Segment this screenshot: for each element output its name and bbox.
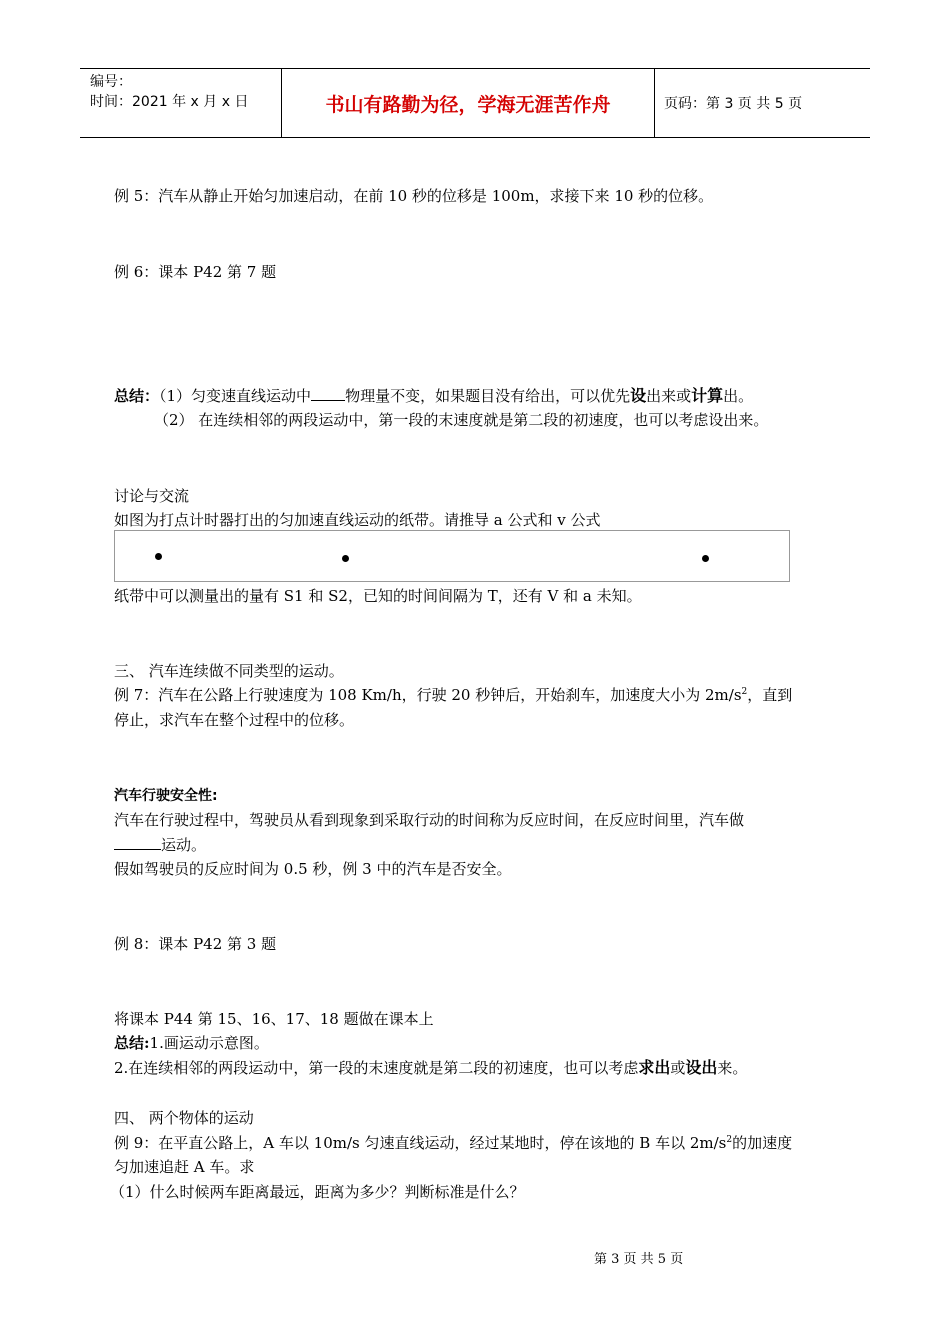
example-9-line-2: 匀加速追赶 A 车。求 [114,1158,255,1176]
superscript: 2 [726,1135,733,1145]
summary-1-line-2: （2） 在连续相邻的两段运动中，第一段的末速度就是第二段的初速度，也可以考虑设出来。 [154,411,769,429]
header-page-label: 页码：第 3 页 共 5 页 [664,96,803,112]
page-header [80,68,870,138]
summary-2-line-2 [114,1058,747,1078]
homework-note: 将课本 P44 第 15、16、17、18 题做在课本上 [114,1010,434,1028]
summary-2-text-b: 或 [670,1059,686,1077]
ticker-tape-figure [114,530,790,582]
summary-2-line-1 [114,1033,269,1053]
header-motto: 书山有路勤为径，学海无涯苦作舟 [325,93,611,116]
example-7-line-1 [114,685,792,705]
fill-in-blank [114,849,161,850]
summary-1-she: 设 [630,386,647,405]
discussion-note: 纸带中可以测量出的量有 S1 和 S2，已知的时间间隔为 T，还有 V 和 a 未知。 [114,587,642,605]
safety-title: 汽车行驶安全性: [114,788,218,804]
summary-1-jisuan: 计算 [691,386,724,405]
example-6: 例 6：课本 P42 第 7 题 [114,263,277,281]
section-4-heading: 四、 两个物体的运动 [114,1109,254,1127]
summary-1-label: 总结： [114,387,160,405]
safety-line-1: 汽车在行驶过程中，驾驶员从看到现象到采取行动的时间称为反应时间，在反应时间里，汽车做 [114,811,745,829]
discussion-prompt: 如图为打点计时器打出的匀加速直线运动的纸带。请推导 a 公式和 v 公式 [114,511,601,529]
date-label: 时间：2021 年 x 月 x 日 [90,94,249,110]
superscript: 2 [741,687,748,697]
number-label: 编号： [90,74,132,90]
tape-dot [702,555,709,562]
fill-in-blank [311,400,345,401]
safety-line-2-text: 运动。 [161,836,207,854]
header-divider [654,69,655,137]
header-meta [90,72,248,112]
summary-1-part1: （1）匀变速直线运动中 [159,387,312,405]
summary-1-part3: 出来或 [646,387,692,405]
example-8: 例 8：课本 P42 第 3 题 [114,935,277,953]
summary-2-text-a: 2.在连续相邻的两段运动中，第一段的末速度就是第二段的初速度，也可以考虑 [114,1059,639,1077]
summary-2-item-1: 1.画运动示意图。 [149,1034,269,1052]
example-9-question-1: （1）什么时候两车距离最远，距离为多少？判断标准是什么？ [110,1183,525,1201]
summary-2-label: 总结: [114,1034,150,1052]
page-footer: 第 3 页 共 5 页 [594,1252,684,1267]
summary-1-part2: 物理量不变，如果题目没有给出，可以优先 [345,387,631,405]
tape-dot [342,555,349,562]
safety-line-3: 假如驾驶员的反应时间为 0.5 秒，例 3 中的汽车是否安全。 [114,860,512,878]
tape-dot [155,553,162,560]
example-7-line-2: 停止，求汽车在整个过程中的位移。 [114,711,355,729]
safety-line-2 [114,835,206,855]
example-7-text-b: ，直到 [747,686,793,704]
example-9-text-a: 例 9：在平直公路上，A 车以 10m/s 匀速直线运动，经过某地时，停在该地的 B 车以 2m/s [114,1134,727,1152]
summary-1-part4: 出。 [723,387,754,405]
example-9-text-b: 的加速度 [732,1134,793,1152]
example-9-line-1 [114,1133,792,1153]
discussion-title: 讨论与交流 [114,487,190,505]
example-5: 例 5：汽车从静止开始匀加速启动，在前 10 秒的位移是 100m，求接下来 10 秒的位移。 [114,187,714,205]
summary-2-shechu: 设出 [685,1058,718,1077]
summary-2-qiuchu: 求出 [638,1058,671,1077]
section-3-heading: 三、 汽车连续做不同类型的运动。 [114,662,344,680]
summary-1-line-1 [114,386,753,406]
example-7-text-a: 例 7：汽车在公路上行驶速度为 108 Km/h，行驶 20 秒钟后，开始刹车，加速度大小为 2m/s [114,686,742,704]
summary-2-text-c: 来。 [717,1059,748,1077]
